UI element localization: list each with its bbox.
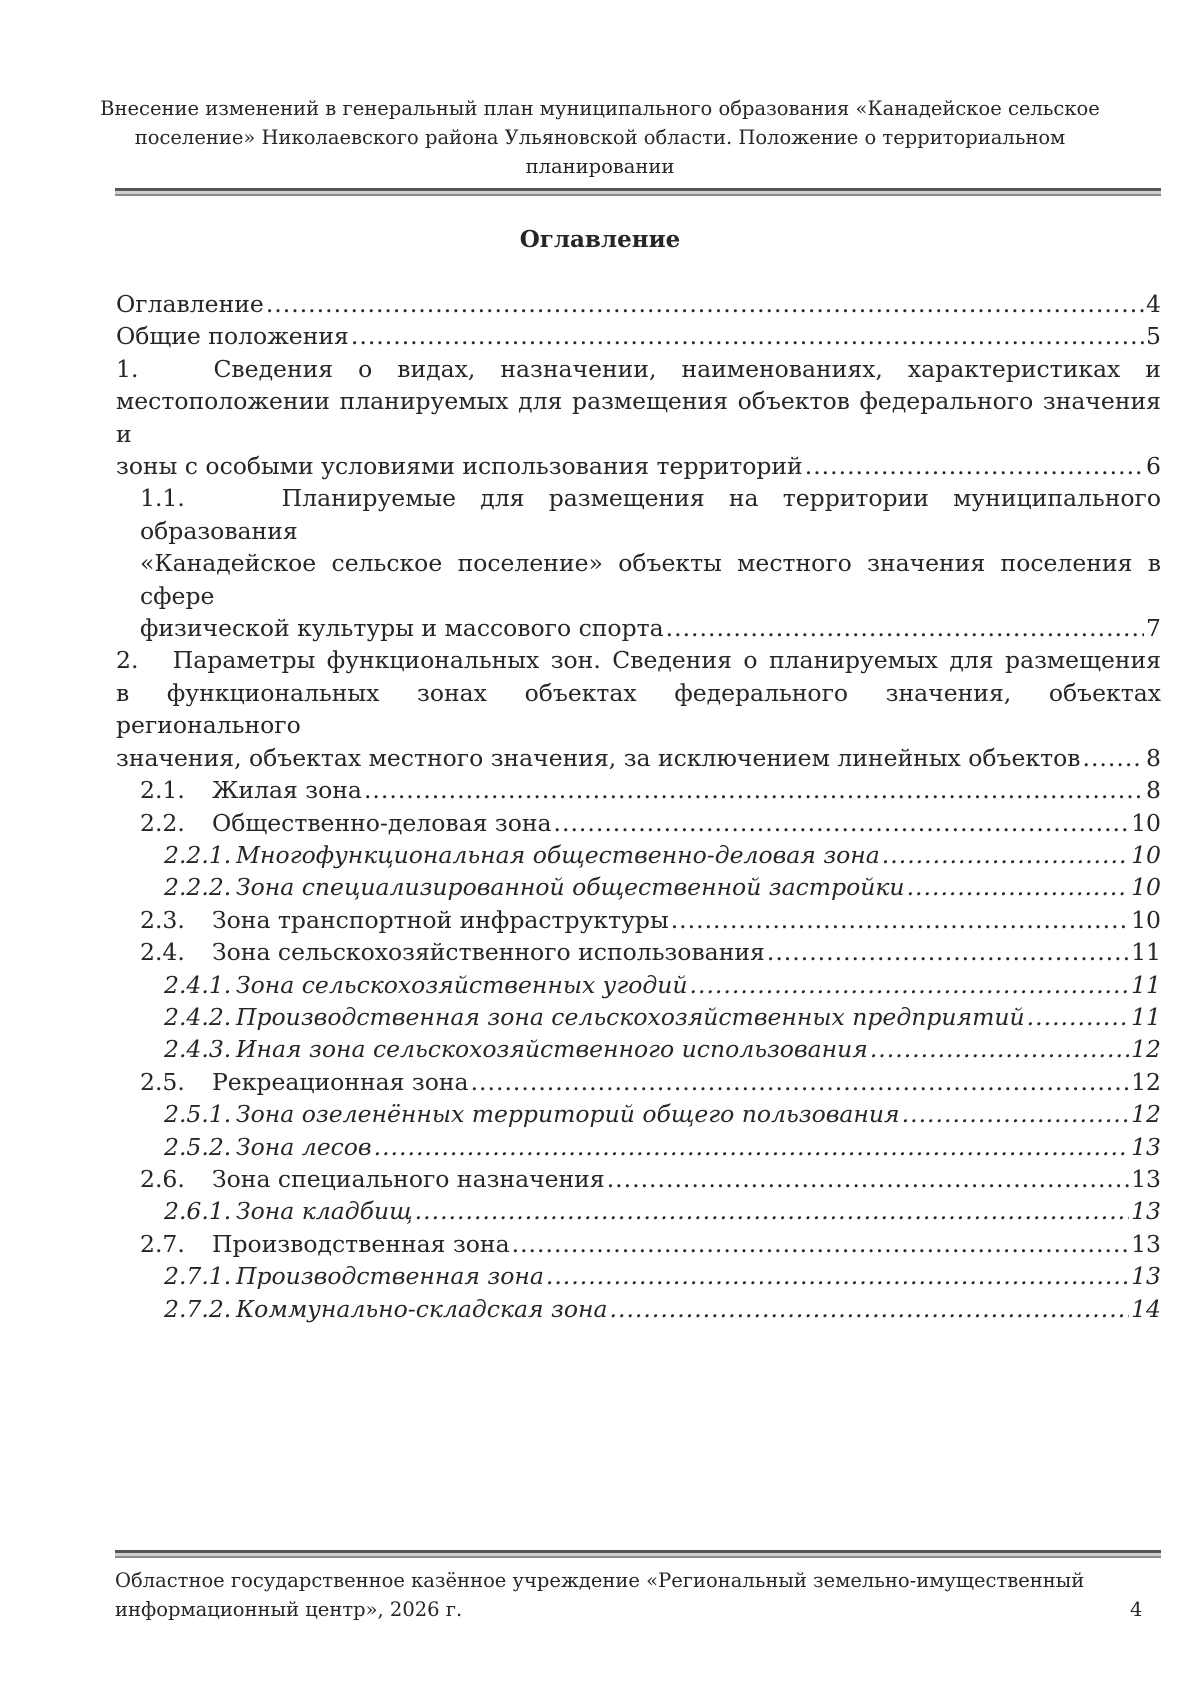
dot-leader [690,969,1130,1001]
toc-entry-text: Зона лесов [236,1132,372,1161]
toc-entry[interactable] [116,1260,1161,1292]
footer-line-1: Областное государственное казённое учреждение «Региональный земельно-имущественный [115,1569,1085,1592]
table-of-contents [116,288,1161,1325]
toc-entry-line-2: местоположении планируемых для размещения объектов федерального значения и [116,387,1161,448]
page-title: Оглавление [519,226,681,253]
toc-entry-text: Производственная зона [236,1262,544,1291]
toc-entry-number: 2.4.3. [164,1035,232,1064]
toc-entry[interactable] [116,1066,1161,1098]
header-line-3: планировании [525,155,675,178]
toc-entry-text: Зона озеленённых территорий общего пользования [236,1100,900,1129]
dot-leader [671,904,1129,936]
toc-entry-text: Зона сельскохозяйственного использования [212,938,765,967]
toc-entry-number: 2.4.2. [164,1002,232,1031]
toc-page-number: 13 [1131,1132,1161,1161]
toc-entry[interactable] [116,807,1161,839]
toc-entry-number: 2.6.1. [164,1197,232,1226]
toc-entry-text: Производственная зона [212,1229,510,1258]
toc-page-number: 12 [1131,1100,1161,1129]
toc-entry-number: 2.5.2. [164,1132,232,1161]
toc-entry-text: Многофункциональная общественно-деловая зона [236,840,880,869]
toc-entry-number: 2.2.2. [164,873,232,902]
toc-entry-line-1 [140,482,1161,547]
toc-entry-number: 2.3. [140,905,185,934]
dot-leader [1082,742,1144,774]
toc-entry-number: 2.4. [140,938,185,967]
footer-rule [115,1550,1161,1558]
toc-entry-number: 1. [116,354,139,383]
dot-leader [415,1195,1129,1227]
toc-entry-line-1 [116,644,1161,676]
toc-entry-number: 2.7.2. [164,1294,232,1323]
dot-leader [374,1131,1129,1163]
toc-page-number: 11 [1131,938,1161,967]
toc-entry[interactable] [116,353,1161,483]
toc-entry-text: зоны с особыми условиями использования территорий [116,452,803,481]
toc-page-number: 14 [1131,1294,1161,1323]
toc-entry[interactable] [116,774,1161,806]
toc-entry-text: Зона специального назначения [212,1164,605,1193]
toc-entry-line-2: в функциональных зонах объектах федерального значения, объектах регионального [116,678,1161,740]
header-rule [115,188,1161,196]
dot-leader [882,839,1129,871]
dot-leader [870,1033,1129,1065]
toc-entry-text: Оглавление [116,290,264,318]
toc-entry-number: 2.1. [140,776,185,805]
toc-entry-text: Планируемые для размещения на территории муниципального образования [140,484,1161,545]
toc-page-number: 7 [1146,614,1161,643]
toc-entry-number: 2.7.1. [164,1262,232,1291]
toc-entry-number: 2.6. [140,1164,185,1193]
toc-entry[interactable] [116,969,1161,1001]
toc-entry-text: Зона сельскохозяйственных угодий [236,970,688,999]
toc-entry[interactable] [116,1001,1161,1033]
toc-page-number: 4 [1146,290,1161,318]
footer-line-2: информационный центр», 2026 г. [115,1598,463,1621]
dot-leader [546,1260,1129,1292]
toc-page-number: 10 [1131,873,1161,902]
toc-entry[interactable] [116,904,1161,936]
dot-leader [266,288,1144,320]
dot-leader [471,1066,1130,1098]
toc-entry[interactable] [116,644,1161,774]
toc-entry-text: Жилая зона [212,776,362,805]
toc-entry-text: Сведения о видах, назначении, наименованиях, характеристиках и [213,354,1161,383]
toc-entry-number: 2.2. [140,808,185,837]
toc-page-number: 10 [1131,840,1161,869]
dot-leader [364,774,1144,806]
toc-entry[interactable] [116,1228,1161,1260]
toc-page-number: 13 [1131,1197,1161,1226]
toc-page-number: 12 [1131,1067,1161,1096]
toc-entry-text: Общественно-деловая зона [212,808,552,837]
toc-entry-line-2: «Канадейское сельское поселение» объекты местного значения поселения в сфере [140,549,1161,610]
toc-entry-text: значения, объектах местного значения, за исключением линейных объектов [116,743,1081,772]
toc-page-number: 13 [1131,1164,1161,1193]
toc-entry-text: Коммунально-складская зона [236,1294,608,1323]
running-footer [115,1566,1115,1624]
toc-entry[interactable] [116,288,1161,320]
toc-entry-number: 2.7. [140,1229,185,1258]
toc-entry-number: 2.5.1. [164,1100,232,1129]
dot-leader [902,1098,1129,1130]
dot-leader [907,871,1130,903]
toc-entry[interactable] [116,1195,1161,1227]
toc-entry-text: Параметры функциональных зон. Сведения о планируемых для размещения [172,646,1161,675]
toc-entry-text: Иная зона сельскохозяйственного использования [236,1035,868,1064]
toc-entry[interactable] [116,1163,1161,1195]
toc-page-number: 6 [1146,452,1161,481]
toc-entry-number: 2.4.1. [164,970,232,999]
toc-entry-text: Зона специализированной общественной застройки [236,873,905,902]
toc-page-number: 13 [1131,1229,1161,1258]
toc-entry[interactable] [116,871,1161,903]
running-header [100,94,1100,181]
toc-entry[interactable] [116,320,1161,352]
toc-page-number: 10 [1131,905,1161,934]
toc-entry-line-1 [116,353,1161,385]
toc-entry[interactable] [116,1131,1161,1163]
toc-page-number: 5 [1146,322,1161,351]
toc-entry-text: Общие положения [116,322,349,351]
toc-entry-number: 2. [116,646,139,675]
toc-entry-number: 2.5. [140,1067,185,1096]
toc-page-number: 8 [1146,776,1161,805]
toc-page-number: 8 [1146,743,1161,772]
dot-leader [610,1293,1130,1325]
toc-entry[interactable] [116,1098,1161,1130]
toc-entry-text: физической культуры и массового спорта [140,614,664,643]
header-line-2: поселение» Николаевского района Ульяновской области. Положение о территориальном [134,126,1066,149]
toc-entry[interactable] [116,1293,1161,1325]
dot-leader [1027,1001,1129,1033]
dot-leader [805,450,1144,482]
toc-entry[interactable] [116,1033,1161,1065]
toc-page-number: 12 [1131,1035,1161,1064]
toc-page-number: 10 [1131,808,1161,837]
page-number: 4 [1130,1598,1143,1621]
toc-entry-text: Рекреационная зона [212,1067,469,1096]
header-line-1: Внесение изменений в генеральный план муниципального образования «Канадейское сельское [100,97,1100,120]
dot-leader [351,320,1144,352]
toc-entry-text: Производственная зона сельскохозяйственных предприятий [236,1002,1025,1031]
toc-page-number: 11 [1131,970,1161,999]
toc-entry-number: 2.2.1. [164,840,232,869]
toc-entry-text: Зона транспортной инфраструктуры [212,905,669,934]
toc-entry[interactable] [116,936,1161,968]
dot-leader [554,807,1130,839]
dot-leader [512,1228,1130,1260]
toc-page-number: 13 [1131,1262,1161,1291]
dot-leader [607,1163,1129,1195]
dot-leader [767,936,1129,968]
toc-entry[interactable] [116,839,1161,871]
toc-entry-number: 1.1. [140,484,185,513]
dot-leader [666,612,1144,644]
toc-entry[interactable] [116,482,1161,644]
toc-entry-text: Зона кладбищ [236,1197,413,1226]
toc-page-number: 11 [1131,1002,1161,1031]
